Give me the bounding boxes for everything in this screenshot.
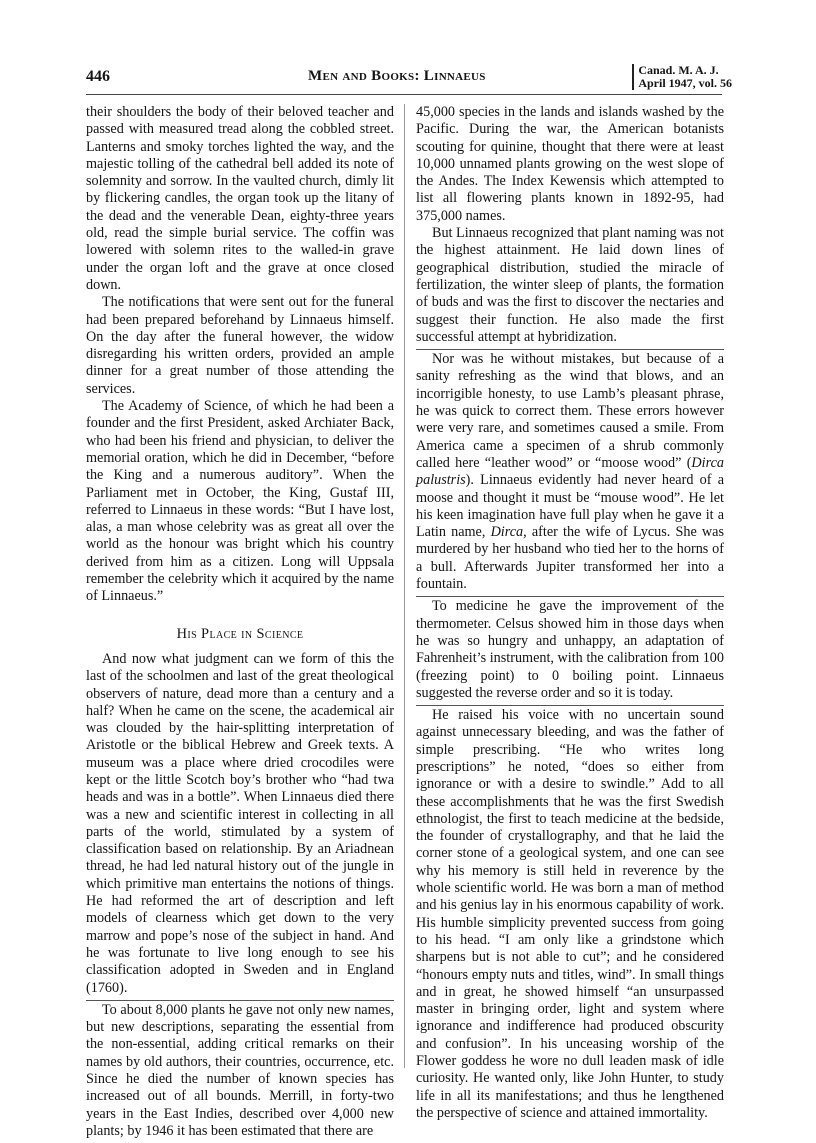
paragraph-text: ). Linnaeus evidently had never heard of a moose and thought it must be “mouse wood”. He let his keen imagination have full play when he gave it a Latin name, xyxy=(416,472,724,541)
left-column xyxy=(86,104,394,1140)
paragraph: To medicine he gave the improvement of the thermometer. Celsus showed him in those days when he was so hungry and unhappy, an adaptation of Fahrenheit’s instrument, with the calibration from 100 (freezing point) to 0 boiling point. Linnaeus suggested the reverse order and so it is today. xyxy=(416,598,724,701)
paragraph: 45,000 species in the lands and islands washed by the Pacific. During the war, the American botanists scouting for quinine, thought that there were at least 10,000 unnamed plants growing on the west slope of the Andes. The Index Kewensis which attempted to list all flowering plants known in 1892-95, had 375,000 names. xyxy=(416,104,724,224)
paragraph-text: Nor was he without mistakes, but because of a sanity refreshing as the wind that blows, and an incorrigible honesty, to use Lamb’s pleasant phrase, he was quick to correct them. These errors however were very rare, and sometimes caused a smile. From America came a specimen of a shrub commonly called here “leather wood” or “moose wood” ( xyxy=(416,351,724,471)
journal-issue: April 1947, vol. 56 xyxy=(638,76,732,90)
paragraph: But Linnaeus recognized that plant naming was not the highest attainment. He laid down lines of geographical distribution, studied the miracle of fertilization, the winter sleep of plants, the formation of buds and was the first to discover the nectaries and suggest their function. He also made the first successful attempt at hybridization. xyxy=(416,225,724,345)
latin-name: Dirca, xyxy=(490,524,527,541)
paragraph: And now what judgment can we form of this the last of the schoolmen and last of the great theological observers of nature, dead more than a century and a half? When he came on the scene, the academical air was clouded by the hair-splitting interpretation of Aristotle or the biblical Hebrew and Greek texts. A museum was a place where dried crocodiles were kept or the little Scotch boy’s brother who “had twa heads and was in a bottle”. When Linnaeus died there was a new and scientific interest in collecting in all parts of the world, stimulated by a system of classification based on relationship. By an Ariadnean thread, he had led natural history out of the jungle in which primitive man entertains the notions of things. He had reformed the art of description and left models of clearness which get down to the very marrow and pope’s nose of the subject in hand. And he was fortunate to live long enough to see his classification adopted in Sweden and in England (1760). xyxy=(86,650,394,996)
section-heading: His Place in Science xyxy=(176,625,304,642)
journal-citation xyxy=(632,64,732,90)
paragraph xyxy=(416,349,724,593)
paragraph: The Academy of Science, of which he had been a founder and the first President, asked Archiater Back, who had been his friend and physician, to deliver the memorial oration, which he did in December, “before the King and a numerous auditory”. When the Parliament met in October, the King, Gustaf III, referred to Linnaeus in these words: “But I have lost, alas, a man whose celebrity was as great all over the world as the honour was bright which his country derived from him as a citizen. Long will Uppsala remember the celebrity which it acquired by the name of Linnaeus.” xyxy=(86,398,394,605)
column-divider xyxy=(404,104,405,1068)
paragraph: The notifications that were sent out for the funeral had been prepared beforehand by Linnaeus himself. On the day after the funeral however, the widow disregarding his written orders, provided an ample dinner for a great number of those attending the services. xyxy=(86,294,394,397)
paragraph: He raised his voice with no uncertain sound against unnecessary bleeding, and was the father of simple prescribing. “He who writes long prescriptions” he noted, “does so either from ignorance or with a desire to swindle.” Add to all these accomplishments that he was the first Swedish ethnologist, the first to teach medicine at the bedside, the founder of crystallography, and that he laid the corner stone of a geological system, and one can see why his memory is still held in reverence by the whole scientific world. He was born a man of method and his genius lay in his enormous capability of work. His humble simplicity prevented success from going to his head. “I am only like a grindstone which sharpens but is not able to cut”; and he considered “honours empty nuts and titles, wind”. In small things and in great, he showed himself “an unsurpassed master in bringing order, light and system where ignorance and indifference had produced obscurity and confusion”. In his unceasing worship of the Flower goddess he wore no dull leaden mask of idle curiosity. He wanted only, like John Hunter, to study life in all its manifestations; and thus he lengthened the perspective of science and attained immortality. xyxy=(416,707,724,1121)
paragraph: their shoulders the body of their beloved teacher and passed with measured tread along the cobbled street. Lanterns and smoky torches lighted the way, and the majestic tolling of the cathedral bell added its note of solemnity and sorrow. In the vaulted church, dimly lit by flickering candles, the organ took up the litany of the dead and the venerable Dean, eighty-three years old, read the simple burial service. The coffin was lowered with solemn rites to the walled-in grave under the organ loft and the grave at once closed down. xyxy=(86,104,394,293)
latin-name: Dirca palustris xyxy=(416,454,724,489)
page-number: 446 xyxy=(86,68,110,85)
journal-name: Canad. M. A. J. xyxy=(638,63,719,77)
right-column xyxy=(416,104,724,1122)
paragraph: To about 8,000 plants he gave not only new names, but new descriptions, separating the essential from the non-essential, adding critical remarks on their names by old authors, their countries, occurrence, etc. Since he died the number of known species has increased out of all bounds. Merrill, in forty-two years in the East Indies, described over 4,000 new plants; by 1946 it has been estimated that there are xyxy=(86,1001,394,1139)
page-header xyxy=(86,63,732,94)
paragraph-text: after the wife of Lycus. She was murdered by her husband who tied her to the horns of a bull. Afterwards Jupiter transformed her into a fountain. xyxy=(416,524,724,593)
running-title: Men and Books: Linnaeus xyxy=(308,68,486,84)
header-rule xyxy=(86,94,722,95)
